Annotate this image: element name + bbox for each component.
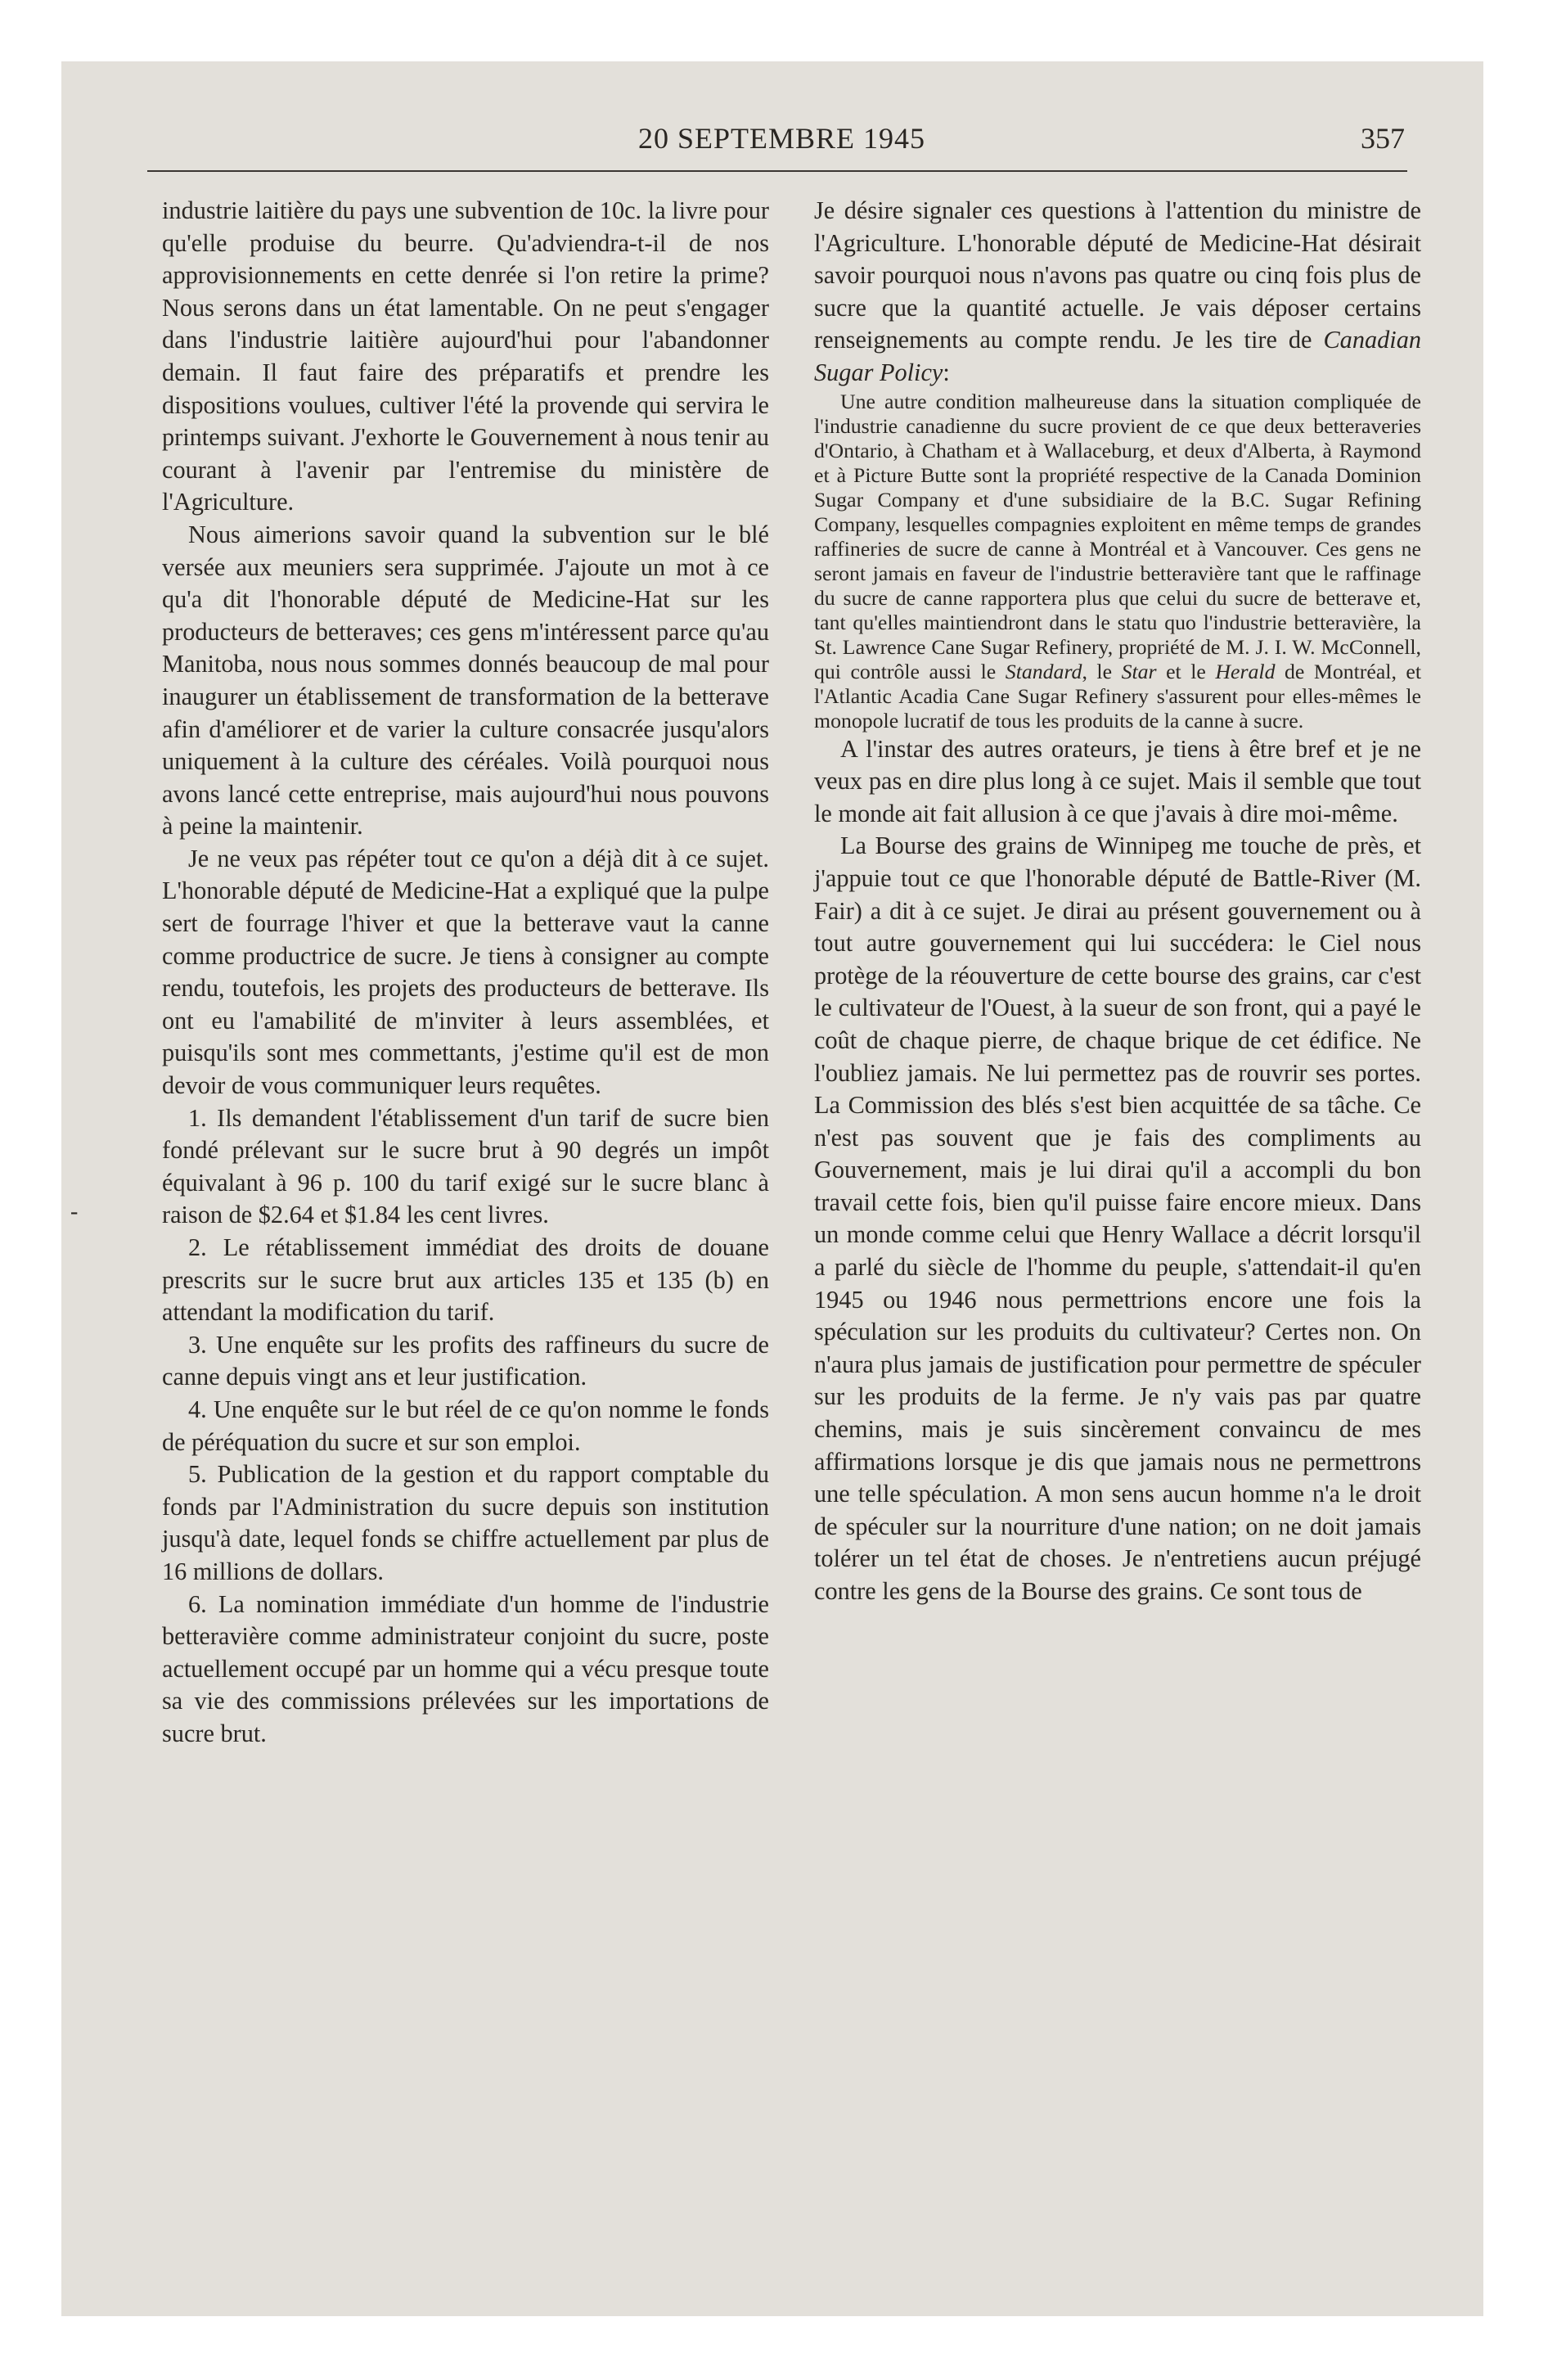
list-item: 4. Une enquête sur le but réel de ce qu'on nomme le fonds de péréquation du sucre et sur son emploi. — [162, 1395, 769, 1456]
block-quote — [814, 390, 1421, 733]
newspaper-title: Herald — [1215, 659, 1276, 683]
list-item: 6. La nomination immédiate d'un homme de l'industrie betteravière comme administrateur conjoint du sucre, poste actuellement occupé par un homme qui a vécu presque toute sa vie des commissions prélevées sur les importations de sucre brut. — [162, 1589, 769, 1747]
page-number: 357 — [1361, 122, 1405, 155]
list-item: 5. Publication de la gestion et du rapport comptable du fonds par l'Administration du sucre depuis son institution jusqu'à date, lequel fonds se chiffre actuellement par plus de 16 millions de dollars. — [162, 1460, 769, 1585]
source-title: Canadian Sugar Policy — [814, 326, 1421, 386]
paragraph: Je ne veux pas répéter tout ce qu'on a déjà dit à ce sujet. L'honorable député de Medicine-Hat a expliqué que la pulpe sert de fourrage l'hiver et que la betterave vaut la canne comme productrice de sucre. Je tiens à consigner au compte rendu, toutefois, les projets des producteurs de betterave. Ils ont eu l'amabilité de m'inviter à leurs assemblées, et puisqu'ils sont mes commettants, j'estime qu'il est de mon devoir de vous communiquer leurs requêtes. — [162, 844, 769, 1100]
margin-mark: - — [70, 1199, 79, 1224]
intro-text: Je désire signaler ces questions à l'attention du ministre de l'Agriculture. L'honorable député de Medicine-Hat désirait savoir pourquoi nous n'avons pas quatre ou cinq fois plus de sucre que la quantité actuelle. Je vais déposer certains renseignements au compte rendu. Je les tire de — [814, 196, 1421, 354]
quote-part: de Montréal, et l'Atlantic Acadia Cane Sugar Refinery s'assurent pour elles-mêmes le monopole lucratif de tous les produits de la canne à sucre. — [814, 659, 1422, 732]
page-date: 20 SEPTEMBRE 1945 — [638, 122, 926, 155]
paragraph: A l'instar des autres orateurs, je tiens à être bref et je ne veux pas en dire plus long à ce sujet. Mais il semble que tout le monde ait fait allusion à ce que j'avais à dire moi-même. — [814, 734, 1421, 827]
list-item: 3. Une enquête sur les profits des raffineurs du sucre de canne depuis vingt ans et leur justification. — [162, 1330, 769, 1391]
paragraph: La Bourse des grains de Winnipeg me touche de près, et j'appuie tout ce que l'honorable député de Battle-River (M. Fair) a dit à ce sujet. Je dirai au présent gouvernement ou à tout autre gouvernement qui lui succédera: le Ciel nous protège de la réouverture de cette bourse des grains, car c'est le cultivateur de l'Ouest, à la sueur de son front, qui a payé le coût de chaque pierre, de chaque brique de cet édifice. Ne l'oubliez jamais. Ne lui permettez pas de rouvrir ses portes. La Commission des blés s'est bien acquittée de sa tâche. Ce n'est pas souvent que je fais des compliments au Gouvernement, mais je lui dirai qu'il a accompli du bon travail cette fois, bien qu'il puisse faire encore mieux. Dans un monde comme celui que Henry Wallace a décrit lorsqu'il a parlé du siècle de l'homme du peuple, s'attendait-il qu'en 1945 ou 1946 nous permettrions encore une fois la spéculation sur les produits du cultivateur? Certes non. On n'aura plus jamais de justification pour permettre de spéculer sur les produits de la ferme. Je n'y vais pas par quatre chemins, mais je suis sincèrement convaincu de mes affirmations lorsque je dis que jamais nous ne permettrons une telle spéculation. A mon sens aucun homme n'a le droit de spéculer sur la nourriture d'une nation; on ne doit jamais tolérer un tel état de choses. Je n'entretiens aucun préjugé contre les gens de la Bourse des grains. Ce sont tous de — [814, 832, 1421, 1605]
intro-end: : — [943, 358, 950, 386]
quote-part: Une autre condition malheureuse dans la situation compliquée de l'industrie canadienne du sucre provient de ce que deux betteraveries d'Ontario, à Chatham et à Wallaceburg, et deux d'Alberta, à Raymond et à Picture Butte sont la propriété respective de la Canada Dominion Sugar Company et d'une subsidiaire de la B.C. Sugar Refining Company, lesquelles compagnies exploitent en même temps de grandes raffineries de sucre de canne à Montréal et à Vancouver. Ces gens ne seront jamais en faveur de l'industrie betteravière tant que le raffinage du sucre de canne rapportera plus que celui du sucre de betterave et, tant qu'elles maintiendront dans le statu quo l'industrie betteravière, la St. Lawrence Cane Sugar Refinery, propriété de M. J. I. W. McConnell, qui contrôle aussi le — [814, 389, 1421, 683]
list-item: 2. Le rétablissement immédiat des droits de douane prescrits sur le sucre brut aux articles 135 et 135 (b) en attendant la modification du tarif. — [162, 1233, 769, 1327]
quote-part: , le — [1082, 659, 1113, 683]
header-rule — [147, 170, 1407, 172]
intro-paragraph — [814, 195, 1421, 390]
paragraph: Nous aimerions savoir quand la subvention sur le blé versée aux meuniers sera supprimée. J'ajoute un mot à ce qu'a dit l'honorable député de Medicine-Hat sur les producteurs de betteraves; ces gens m'intéressent parce qu'au Manitoba, nous nous sommes donnés beaucoup de mal pour inaugurer un établissement de transformation de la betterave afin d'améliorer et de varier la culture consacrée jusqu'alors uniquement à la culture des céréales. Voilà pourquoi nous avons lancé cette entreprise, mais aujourd'hui nous pouvons à peine la maintenir. — [162, 520, 769, 841]
paragraph: industrie laitière du pays une subvention de 10c. la livre pour qu'elle produise du beurre. Qu'adviendra-t-il de nos approvisionnements en cette denrée si l'on retire la prime? Nous serons dans un état lamentable. On ne peut s'engager dans l'industrie laitière aujourd'hui pour l'abandonner demain. Il faut faire des préparatifs et prendre les dispositions voulues, cultiver l'été la provende qui servira le printemps suivant. J'exhorte le Gouvernement à nous tenir au courant à l'avenir par l'entremise du ministère de l'Agriculture. — [162, 196, 769, 516]
left-column — [162, 195, 769, 1751]
list-item: 1. Ils demandent l'établissement d'un tarif de sucre bien fondé prélevant sur le sucre brut à 90 degrés un impôt équivalant à 96 p. 100 du tarif exigé sur le sucre blanc à raison de $2.64 et $1.84 les cent livres. — [162, 1103, 769, 1229]
right-column — [814, 195, 1421, 1608]
newspaper-title: Standard — [1005, 659, 1082, 683]
quote-part: et le — [1166, 659, 1206, 683]
newspaper-title: Star — [1121, 659, 1157, 683]
